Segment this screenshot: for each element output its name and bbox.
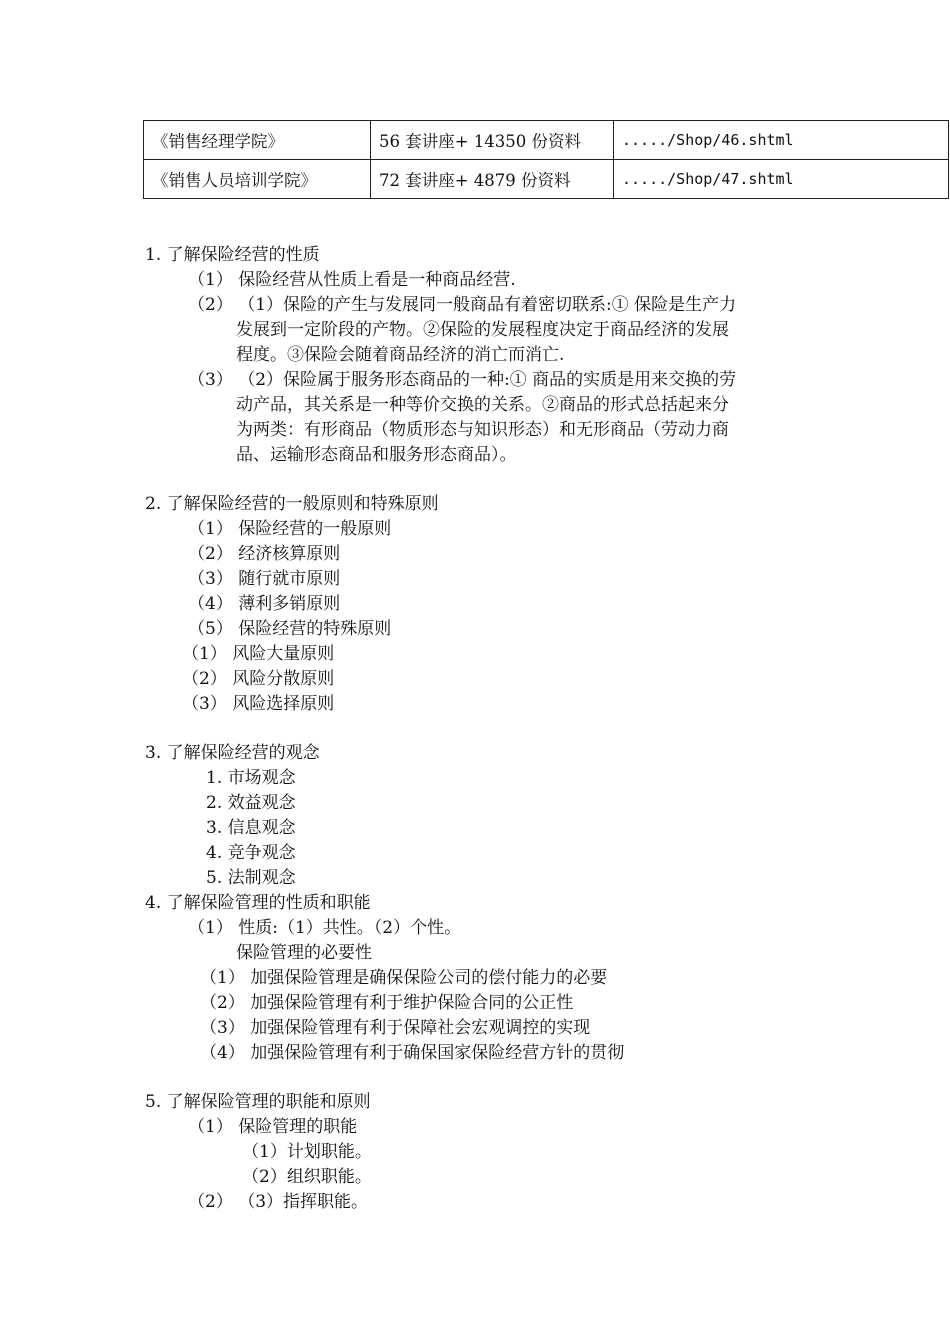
resource-table (143, 120, 949, 199)
section-heading-4: 4. 了解保险管理的性质和职能 (145, 893, 371, 913)
list-item: （5） 保险经营的特殊原则 (188, 619, 392, 639)
table-cell-link[interactable]: ...../Shop/47.shtml (614, 160, 949, 199)
list-item: （2） 经济核算原则 (188, 544, 341, 564)
list-item: 1. 市场观念 (206, 768, 296, 788)
list-item: 5. 法制观念 (206, 868, 296, 888)
list-item: （2）组织职能。 (242, 1167, 372, 1187)
section-heading-3: 3. 了解保险经营的观念 (145, 743, 320, 763)
list-item: （3） 加强保险管理有利于保障社会宏观调控的实现 (200, 1018, 591, 1038)
list-item: （1） 风险大量原则 (182, 644, 335, 664)
list-item-continuation: 为两类：有形商品（物质形态与知识形态）和无形商品（劳动力商 (236, 420, 729, 440)
list-item: （2） （3）指挥职能。 (188, 1192, 369, 1212)
list-item-continuation: 发展到一定阶段的产物。②保险的发展程度决定于商品经济的发展 (236, 320, 729, 340)
list-item: （4） 加强保险管理有利于确保国家保险经营方针的贯彻 (200, 1043, 625, 1063)
table-row (144, 160, 949, 199)
list-item: （4） 薄利多销原则 (188, 594, 341, 614)
table-cell-desc: 72 套讲座+ 4879 份资料 (371, 160, 614, 199)
list-item: （1） 性质:（1）共性。（2）个性。 (188, 918, 462, 938)
list-item: （1） 保险经营从性质上看是一种商品经营. (188, 270, 516, 290)
list-item: （2） （1）保险的产生与发展同一般商品有着密切联系:① 保险是生产力 (188, 295, 737, 315)
list-item: （2） 风险分散原则 (182, 669, 335, 689)
list-item-continuation: 品、运输形态商品和服务形态商品）。 (236, 445, 517, 465)
table-row (144, 121, 949, 160)
list-item: 4. 竞争观念 (206, 843, 296, 863)
list-item-continuation: 程度。③保险会随着商品经济的消亡而消亡. (236, 345, 565, 365)
list-item: （3） 随行就市原则 (188, 569, 341, 589)
table-cell-name: 《销售经理学院》 (144, 121, 371, 160)
list-item: 3. 信息观念 (206, 818, 296, 838)
list-item: （3） 风险选择原则 (182, 694, 335, 714)
table-cell-desc: 56 套讲座+ 14350 份资料 (371, 121, 614, 160)
list-item: （1）计划职能。 (242, 1142, 372, 1162)
table-cell-link[interactable]: ...../Shop/46.shtml (614, 121, 949, 160)
section-heading-1: 1. 了解保险经营的性质 (145, 245, 320, 265)
section-heading-5: 5. 了解保险管理的职能和原则 (145, 1092, 371, 1112)
list-item: （3） （2）保险属于服务形态商品的一种:① 商品的实质是用来交换的劳 (188, 370, 737, 390)
list-item: （1） 保险经营的一般原则 (188, 519, 392, 539)
subheading: 保险管理的必要性 (236, 943, 372, 963)
list-item-continuation: 动产品，其关系是一种等价交换的关系。②商品的形式总括起来分 (236, 395, 729, 415)
list-item: （1） 加强保险管理是确保保险公司的偿付能力的必要 (200, 968, 608, 988)
list-item: 2. 效益观念 (206, 793, 296, 813)
section-heading-2: 2. 了解保险经营的一般原则和特殊原则 (145, 494, 439, 514)
list-item: （2） 加强保险管理有利于维护保险合同的公正性 (200, 993, 574, 1013)
list-item: （1） 保险管理的职能 (188, 1117, 358, 1137)
table-cell-name: 《销售人员培训学院》 (144, 160, 371, 199)
